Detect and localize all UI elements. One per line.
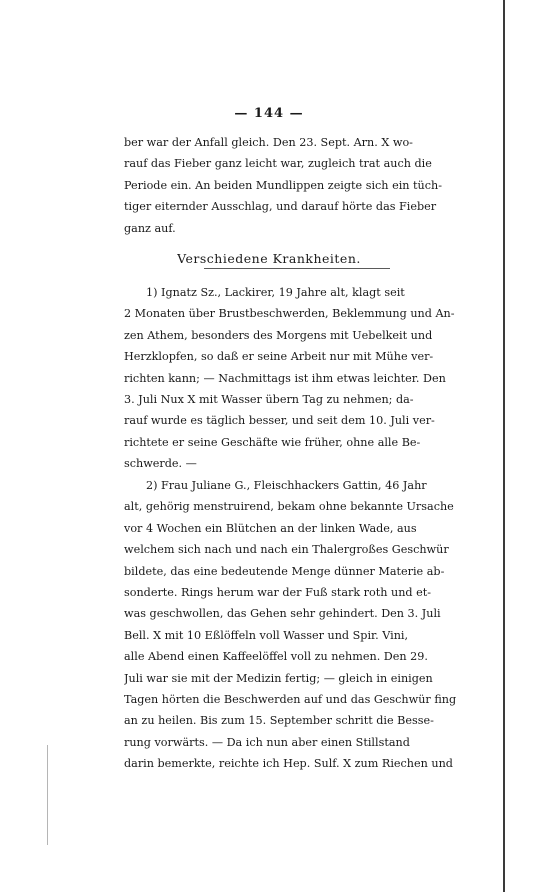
case-2-paragraph — [124, 475, 458, 775]
text-line: tiger eiternder Ausschlag, und darauf hörte das Fieber — [124, 200, 437, 214]
text-line: vor 4 Wochen ein Blütchen an der linken Wade, aus — [124, 521, 417, 535]
section-heading: Verschiedene Krankheiten. — [177, 251, 361, 266]
page-edge-shadow — [503, 0, 505, 892]
text-line: richten kann; — Nachmittags ist ihm etwas leichter. Den — [124, 371, 446, 385]
text-line: rung vorwärts. — Da ich nun aber einen Stillstand — [124, 735, 410, 749]
intro-paragraph — [124, 132, 458, 239]
text-line: 3. Juli Nux X mit Wasser übern Tag zu nehmen; da- — [124, 393, 414, 407]
text-line: Bell. X mit 10 Eßlöffeln voll Wasser und Spir. Vini, — [124, 628, 409, 642]
text-line: 2) Frau Juliane G., Fleischhackers Gattin, 46 Jahr — [146, 479, 427, 492]
text-line: sonderte. Rings herum war der Fuß stark roth und et- — [124, 586, 432, 600]
text-line: ber war der Anfall gleich. Den 23. Sept. Arn. X wo- — [124, 136, 413, 149]
text-line: darin bemerkte, reichte ich Hep. Sulf. X zum Riechen und — [124, 757, 453, 771]
case-1-paragraph — [124, 282, 458, 475]
text-line: 2 Monaten über Brustbeschwerden, Beklemmung und An- — [124, 307, 455, 321]
page-margin-mark — [47, 745, 48, 845]
text-line: Herzklopfen, so daß er seine Arbeit nur mit Mühe ver- — [124, 350, 434, 364]
text-line: rauf das Fieber ganz leicht war, zugleich trat auch die — [124, 157, 432, 171]
text-line: welchem sich nach und nach ein Thalergroßes Geschwür — [124, 543, 449, 557]
text-line: alt, gehörig menstruirend, bekam ohne bekannte Ursache — [124, 500, 454, 514]
text-line: Juli war sie mit der Medizin fertig; — gleich in einigen — [124, 671, 433, 685]
text-line: 1) Ignatz Sz., Lackirer, 19 Jahre alt, klagt seit — [146, 286, 405, 299]
text-line: Tagen hörten die Beschwerden auf und das Geschwür fing — [124, 693, 457, 707]
text-line: schwerde. — — [124, 457, 197, 471]
text-line: rauf wurde es täglich besser, und seit dem 10. Juli ver- — [124, 414, 435, 428]
text-line: was geschwollen, das Gehen sehr gehindert. Den 3. Juli — [124, 607, 441, 621]
heading-underline — [204, 268, 390, 269]
text-line: ganz auf. — [124, 221, 176, 235]
text-line: richtete er seine Geschäfte wie früher, ohne alle Be- — [124, 435, 421, 449]
page-number: — 144 — — [234, 106, 304, 121]
text-line: Periode ein. An beiden Mundlippen zeigte sich ein tüch- — [124, 178, 442, 192]
text-line: an zu heilen. Bis zum 15. September schritt die Besse- — [124, 714, 434, 728]
text-line: bildete, das eine bedeutende Menge dünner Materie ab- — [124, 564, 445, 578]
text-line: zen Athem, besonders des Morgens mit Uebelkeit und — [124, 328, 433, 342]
text-line: alle Abend einen Kaffeelöffel voll zu nehmen. Den 29. — [124, 650, 428, 664]
